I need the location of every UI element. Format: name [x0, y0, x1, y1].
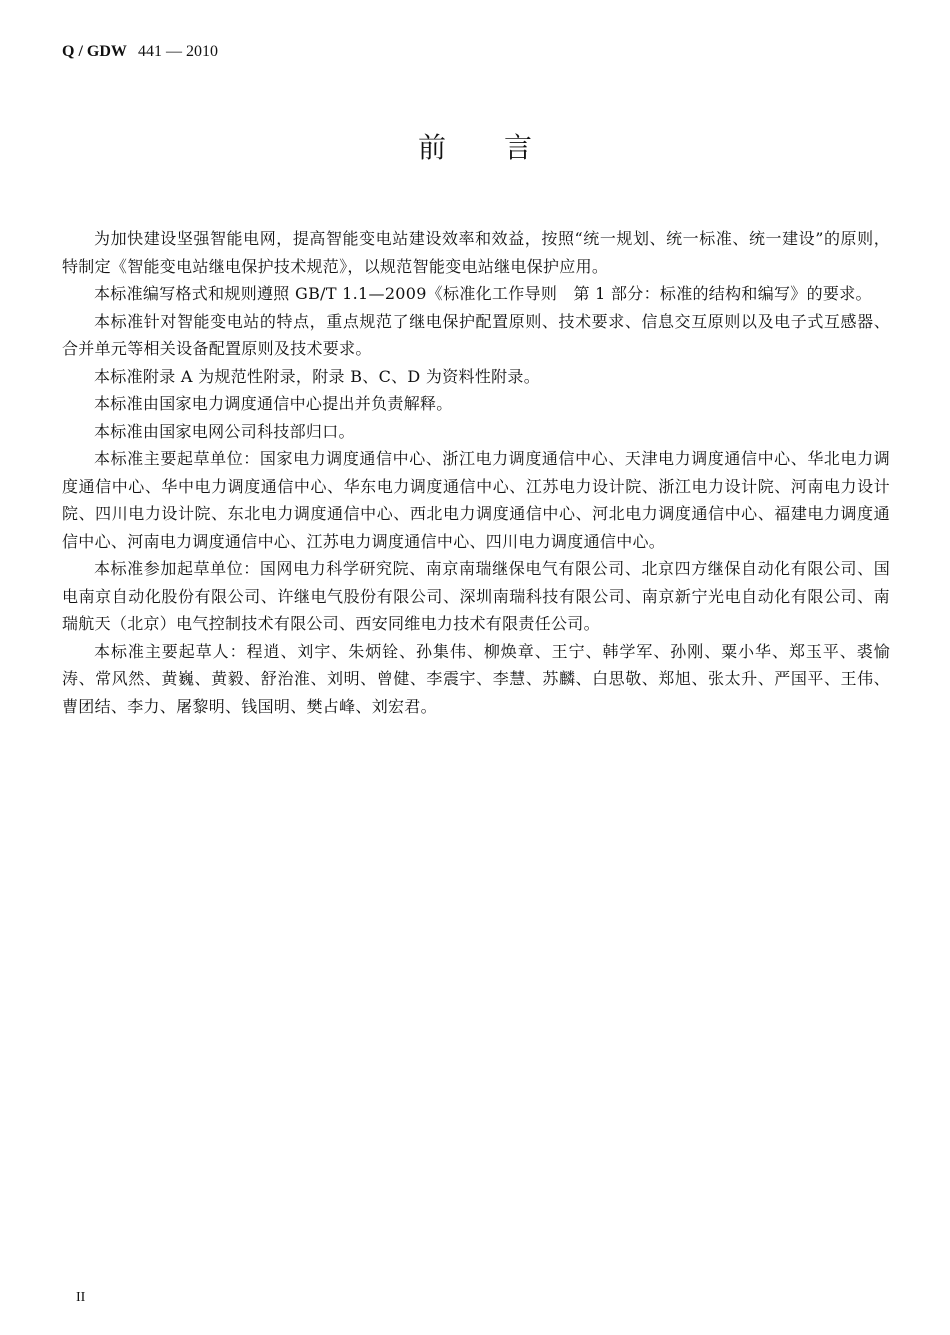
paragraph-main-drafting-units: 本标准主要起草单位：国家电力调度通信中心、浙江电力调度通信中心、天津电力调度通信中心、华北电力调度通信中心、华中电力调度通信中心、华东电力调度通信中心、江苏电力设计院、浙江电力设计院、河南电力设计院、四川电力设计院、东北电力调度通信中心、西北电力调度通信中心、河北电力调度通信中心、福建电力调度通信中心、河南电力调度通信中心、江苏电力调度通信中心、四川电力调度通信中心。	[62, 449, 890, 551]
standard-number: 441 — 2010	[137, 43, 218, 60]
paragraph-purpose: 为加快建设坚强智能电网，提高智能变电站建设效率和效益，按照“统一规划、统一标准、统一建设”的原则，特制定《智能变电站继电保护技术规范》，以规范智能变电站继电保护应用。	[62, 229, 890, 276]
paragraph-administrator: 本标准由国家电网公司科技部归口。	[94, 421, 355, 441]
paragraph-appendix: 本标准附录 A 为规范性附录，附录 B、C、D 为资料性附录。	[94, 366, 541, 386]
paragraph-format: 本标准编写格式和规则遵照 GB/T 1.1—2009《标准化工作导则 第 1 部分：标准的结构和编写》的要求。	[94, 284, 872, 303]
document-header	[62, 40, 218, 63]
document-body	[62, 225, 890, 720]
page-number: II	[76, 1290, 86, 1305]
paragraph-proposer: 本标准由国家电力调度通信中心提出并负责解释。	[94, 394, 453, 413]
paragraph-participating-units: 本标准参加起草单位：国网电力科学研究院、南京南瑞继保电气有限公司、北京四方继保自动化有限公司、国电南京自动化股份有限公司、许继电气股份有限公司、深圳南瑞科技有限公司、南京新宁光电自动化有限公司、南瑞航天（北京）电气控制技术有限公司、西安同维电力技术有限责任公司。	[62, 559, 890, 633]
standard-code: Q / GDW	[62, 43, 127, 60]
paragraph-main-drafters: 本标准主要起草人：程逍、刘宇、朱炳铨、孙集伟、柳焕章、王宁、韩学军、孙刚、粟小华、郑玉平、裘愉涛、常风然、黄巍、黄毅、舒治淮、刘明、曾健、李震宇、李慧、苏麟、白思敬、郑旭、张太升、严国平、王伟、曹团结、李力、屠黎明、钱国明、樊占峰、刘宏君。	[62, 641, 890, 716]
paragraph-scope: 本标准针对智能变电站的特点，重点规范了继电保护配置原则、技术要求、信息交互原则以及电子式互感器、合并单元等相关设备配置原则及技术要求。	[62, 311, 890, 358]
page-title: 前言	[417, 131, 590, 164]
